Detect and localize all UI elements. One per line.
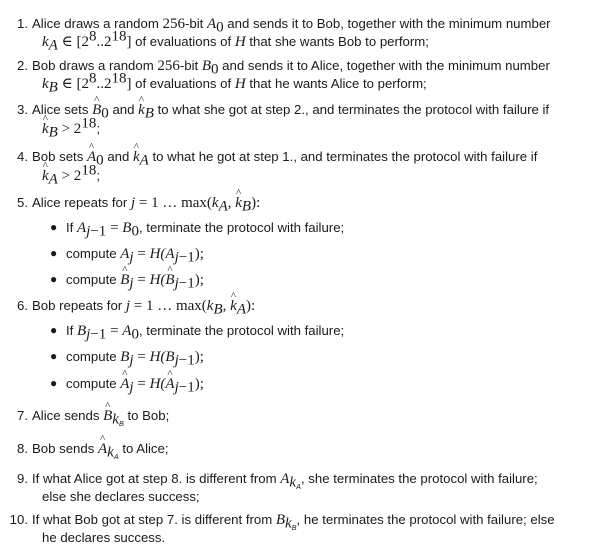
item-4-line-2: ^ $k_A > 2^{18}$; — [42, 167, 100, 185]
item-number: 7. — [17, 408, 28, 423]
bullet-dot: ● — [50, 220, 58, 234]
item-number: 9. — [17, 471, 28, 486]
item-6-bullet-1: If $B_{j-1} = A_0$, terminate the protocol with failure; — [66, 323, 345, 343]
item-9-line-1: If what Alice got at step 8. is different from $A_{kA}$, she terminates the protocol with failure; — [32, 471, 538, 491]
item-number: 6. — [17, 298, 28, 313]
item-6-line-1: Bob repeats for j = 1 … $\max(k_B$, ^ $k_A$): — [32, 297, 255, 315]
bullet-dot: ● — [50, 349, 58, 363]
item-3-line-2: ^ $k_B > 2^{18}$; — [42, 120, 100, 138]
item-5-line-1: Alice repeats for j = 1 … $\max(k_A$, ^ $k_B$): — [32, 194, 260, 212]
item-9-line-2: else she declares success; — [42, 489, 200, 504]
item-number: 8. — [17, 441, 28, 456]
bullet-dot: ● — [50, 246, 58, 260]
item-6-bullet-2: compute $B_j = H(B_{j-1})$; — [66, 349, 204, 369]
item-7-line-1: Alice sends ^ $B_{kB}$ to Bob; — [32, 407, 169, 432]
item-number: 3. — [17, 102, 28, 117]
item-8-line-1: Bob sends ^ $A_{kA}$ to Alice; — [32, 440, 169, 465]
item-6-bullet-3: compute ^ $A_j$ = H(^ $A_{j-1}$); — [66, 375, 204, 393]
item-10-line-2: he declares success. — [42, 530, 166, 545]
item-number: 2. — [17, 58, 28, 73]
bullet-dot: ● — [50, 323, 58, 337]
item-4-line-1: Bob sets ^ $A_0$ and ^ $k_A$ to what he got at step 1., and terminates the protocol with failure if — [32, 148, 537, 166]
item-5-bullet-3: compute ^ $B_j$ = H(^ $B_{j-1}$); — [66, 271, 204, 289]
item-1-line-2: $k_A$ ∈ $[2^8..2^{18}]$ of evaluations of H that she wants Bob to perform; — [42, 28, 429, 54]
bullet-dot: ● — [50, 376, 58, 390]
item-10-line-1: If what Bob got at step 7. is different from $B_{kB}$, he terminates the protocol with failure; else — [32, 512, 555, 532]
item-5-bullet-2: compute $A_j = H(A_{j-1})$; — [66, 246, 204, 266]
item-number: 10. — [9, 512, 28, 527]
item-1-line-1: Alice draws a random 256-bit $A_0$ and sends it to Bob, together with the minimum number — [32, 16, 551, 36]
item-3-line-1: Alice sets ^ $B_0$ and ^ $k_B$ to what she got at step 2., and terminates the protocol with failure if — [32, 101, 549, 119]
item-number: 1. — [17, 16, 28, 31]
item-number: 5. — [17, 195, 28, 210]
item-2-line-1: Bob draws a random 256-bit $B_0$ and sends it to Alice, together with the minimum number — [32, 58, 550, 78]
bullet-dot: ● — [50, 272, 58, 286]
item-2-line-2: $k_B$ ∈ $[2^8..2^{18}]$ of evaluations of H that he wants Alice to perform; — [42, 70, 427, 96]
item-number: 4. — [17, 149, 28, 164]
item-5-bullet-1: If $A_{j-1} = B_0$, terminate the protocol with failure; — [66, 220, 345, 240]
